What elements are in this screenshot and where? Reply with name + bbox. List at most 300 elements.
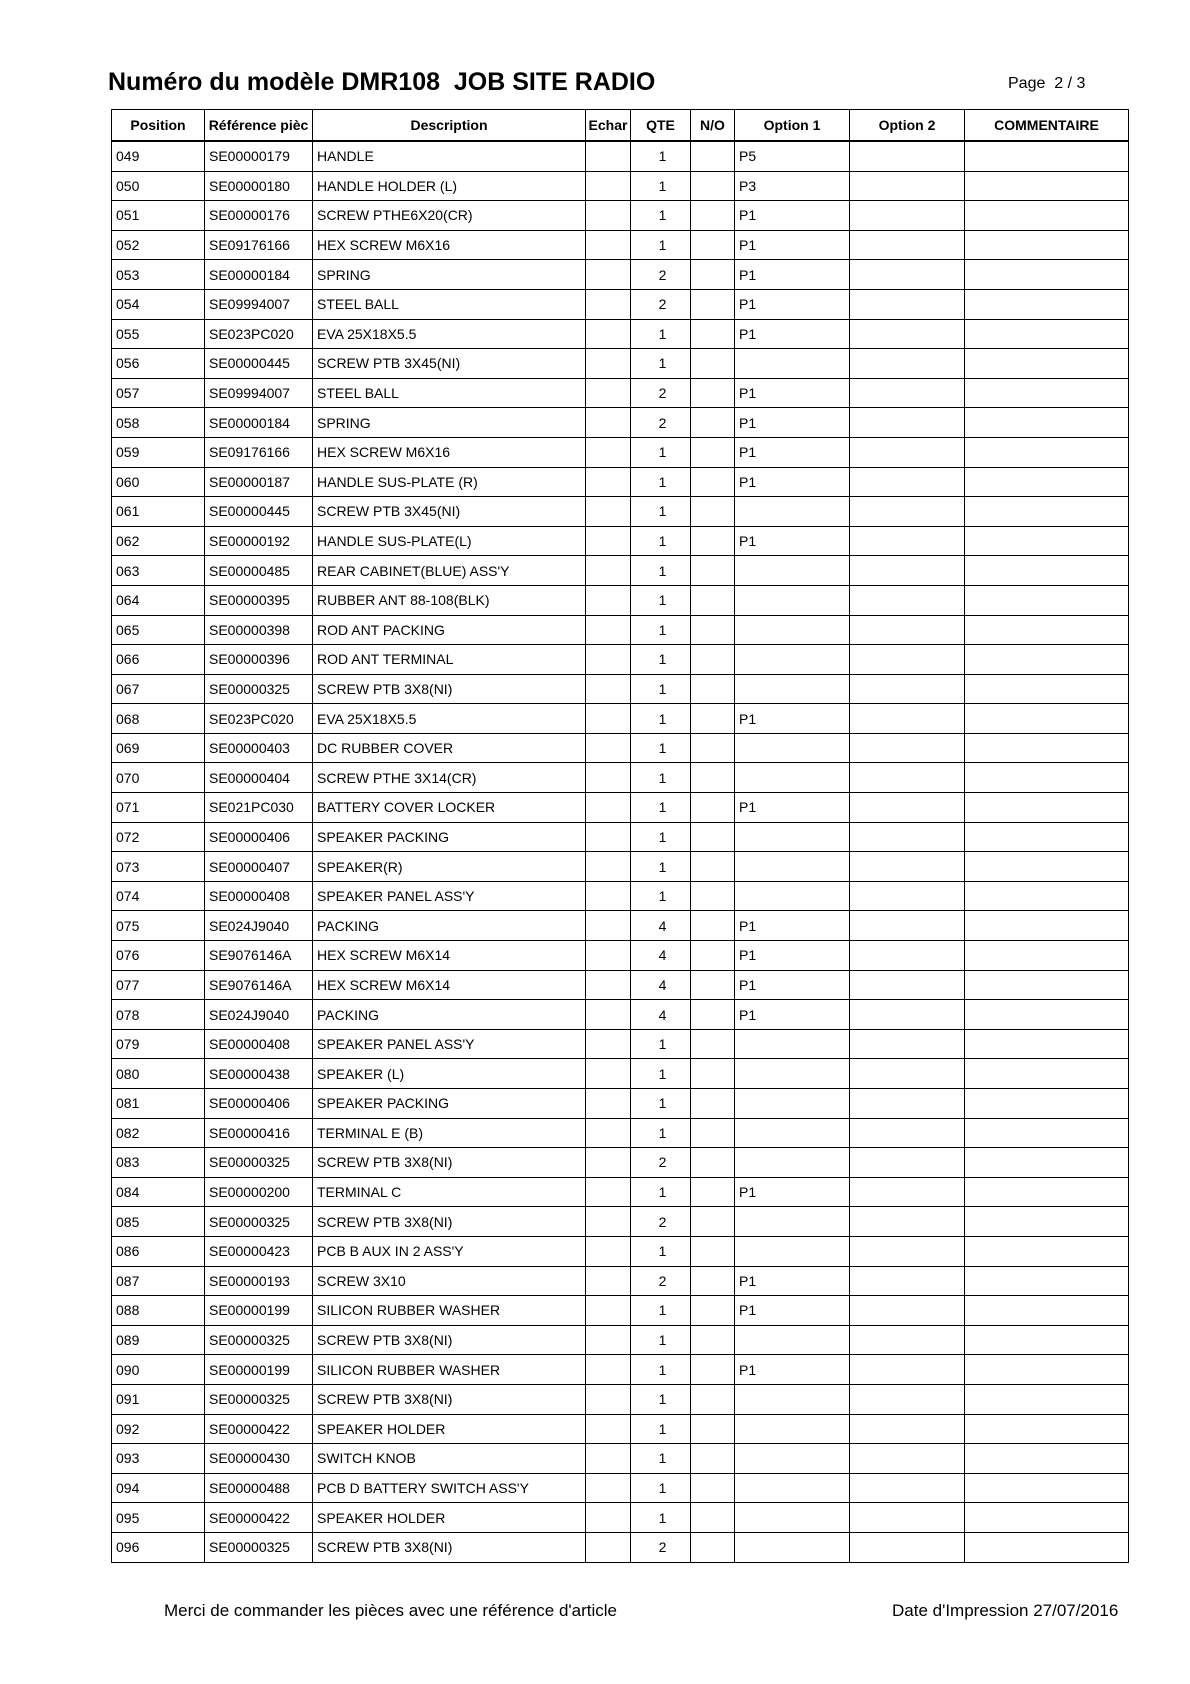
table-row: [112, 289, 1129, 319]
cell-option1: P1: [735, 1177, 850, 1207]
cell-echange: [586, 349, 631, 379]
cell-description: EVA 25X18X5.5: [313, 319, 586, 349]
cell-no: [691, 1532, 735, 1562]
cell-echange: [586, 1148, 631, 1178]
cell-commentaire: [965, 645, 1129, 675]
cell-no: [691, 556, 735, 586]
cell-reference: SE00000180: [205, 171, 313, 201]
cell-option1: [735, 1384, 850, 1414]
cell-qte: 1: [631, 1414, 691, 1444]
cell-commentaire: [965, 1207, 1129, 1237]
cell-echange: [586, 437, 631, 467]
cell-option2: [850, 1266, 965, 1296]
cell-no: [691, 911, 735, 941]
cell-description: SWITCH KNOB: [313, 1444, 586, 1474]
cell-description: PACKING: [313, 911, 586, 941]
cell-description: HANDLE SUS-PLATE (R): [313, 467, 586, 497]
cell-qte: 1: [631, 497, 691, 527]
cell-position: 079: [112, 1029, 205, 1059]
cell-commentaire: [965, 349, 1129, 379]
table-row: [112, 201, 1129, 231]
cell-echange: [586, 408, 631, 438]
cell-description: TERMINAL E (B): [313, 1118, 586, 1148]
cell-echange: [586, 556, 631, 586]
cell-option1: [735, 1029, 850, 1059]
cell-option1: P5: [735, 141, 850, 171]
cell-option1: [735, 1325, 850, 1355]
cell-no: [691, 1236, 735, 1266]
cell-position: 061: [112, 497, 205, 527]
table-row: [112, 1118, 1129, 1148]
table-row: [112, 1266, 1129, 1296]
cell-option1: [735, 1503, 850, 1533]
cell-reference: SE00000408: [205, 1029, 313, 1059]
parts-table-body: [112, 141, 1129, 1562]
table-row: [112, 674, 1129, 704]
cell-commentaire: [965, 1236, 1129, 1266]
cell-no: [691, 1444, 735, 1474]
table-row: [112, 467, 1129, 497]
cell-position: 059: [112, 437, 205, 467]
cell-description: SCREW PTB 3X8(NI): [313, 674, 586, 704]
cell-position: 096: [112, 1532, 205, 1562]
cell-commentaire: [965, 1118, 1129, 1148]
cell-commentaire: [965, 1355, 1129, 1385]
cell-option2: [850, 1059, 965, 1089]
cell-position: 065: [112, 615, 205, 645]
cell-description: SCREW PTB 3X8(NI): [313, 1148, 586, 1178]
cell-no: [691, 1355, 735, 1385]
cell-qte: 1: [631, 1059, 691, 1089]
cell-position: 051: [112, 201, 205, 231]
cell-commentaire: [965, 1266, 1129, 1296]
cell-description: HEX SCREW M6X16: [313, 230, 586, 260]
cell-description: HEX SCREW M6X14: [313, 970, 586, 1000]
cell-no: [691, 1177, 735, 1207]
cell-position: 057: [112, 378, 205, 408]
table-row: [112, 1296, 1129, 1326]
cell-option1: P1: [735, 911, 850, 941]
cell-description: HEX SCREW M6X16: [313, 437, 586, 467]
cell-commentaire: [965, 852, 1129, 882]
cell-no: [691, 1503, 735, 1533]
cell-position: 055: [112, 319, 205, 349]
col-header-option1: Option 1: [735, 110, 850, 142]
cell-reference: SE00000445: [205, 349, 313, 379]
parts-table: [111, 109, 1129, 1563]
cell-option1: [735, 585, 850, 615]
cell-position: 095: [112, 1503, 205, 1533]
cell-description: ROD ANT PACKING: [313, 615, 586, 645]
table-row: [112, 645, 1129, 675]
cell-option1: P1: [735, 408, 850, 438]
cell-commentaire: [965, 911, 1129, 941]
cell-reference: SE00000403: [205, 733, 313, 763]
cell-reference: SE00000404: [205, 763, 313, 793]
cell-option2: [850, 319, 965, 349]
table-row: [112, 378, 1129, 408]
cell-no: [691, 141, 735, 171]
cell-reference: SE00000184: [205, 260, 313, 290]
cell-option1: [735, 556, 850, 586]
cell-option2: [850, 1177, 965, 1207]
cell-description: SCREW PTB 3X45(NI): [313, 497, 586, 527]
cell-position: 091: [112, 1384, 205, 1414]
document-title: Numéro du modèle DMR108 JOB SITE RADIO: [108, 68, 656, 96]
table-row: [112, 556, 1129, 586]
cell-option2: [850, 437, 965, 467]
cell-reference: SE9076146A: [205, 970, 313, 1000]
col-header-qte: QTE: [631, 110, 691, 142]
cell-option2: [850, 1089, 965, 1119]
cell-description: SCREW PTB 3X45(NI): [313, 349, 586, 379]
cell-option2: [850, 674, 965, 704]
cell-qte: 1: [631, 1296, 691, 1326]
cell-qte: 1: [631, 1325, 691, 1355]
table-row: [112, 497, 1129, 527]
cell-echange: [586, 1000, 631, 1030]
cell-option1: [735, 763, 850, 793]
cell-commentaire: [965, 1089, 1129, 1119]
cell-commentaire: [965, 378, 1129, 408]
cell-description: SILICON RUBBER WASHER: [313, 1296, 586, 1326]
cell-description: DC RUBBER COVER: [313, 733, 586, 763]
table-row: [112, 1355, 1129, 1385]
cell-echange: [586, 941, 631, 971]
cell-option2: [850, 497, 965, 527]
col-header-no: N/O: [691, 110, 735, 142]
cell-description: SCREW PTB 3X8(NI): [313, 1207, 586, 1237]
table-row: [112, 526, 1129, 556]
cell-qte: 1: [631, 1089, 691, 1119]
cell-description: SPEAKER PANEL ASS'Y: [313, 1029, 586, 1059]
cell-commentaire: [965, 941, 1129, 971]
table-row: [112, 881, 1129, 911]
table-row: [112, 822, 1129, 852]
cell-no: [691, 1207, 735, 1237]
cell-reference: SE00000408: [205, 881, 313, 911]
col-header-commentaire: COMMENTAIRE: [965, 110, 1129, 142]
table-row: [112, 319, 1129, 349]
cell-option2: [850, 349, 965, 379]
table-row: [112, 1325, 1129, 1355]
table-row: [112, 1532, 1129, 1562]
cell-commentaire: [965, 319, 1129, 349]
cell-option1: P1: [735, 1000, 850, 1030]
cell-reference: SE00000395: [205, 585, 313, 615]
cell-no: [691, 645, 735, 675]
cell-qte: 1: [631, 1384, 691, 1414]
table-row: [112, 1089, 1129, 1119]
cell-option2: [850, 141, 965, 171]
cell-option1: P1: [735, 467, 850, 497]
cell-echange: [586, 289, 631, 319]
cell-echange: [586, 1266, 631, 1296]
cell-qte: 1: [631, 201, 691, 231]
cell-no: [691, 1266, 735, 1296]
cell-qte: 1: [631, 704, 691, 734]
cell-reference: SE00000422: [205, 1503, 313, 1533]
cell-option2: [850, 1296, 965, 1326]
cell-commentaire: [965, 1414, 1129, 1444]
cell-qte: 1: [631, 763, 691, 793]
cell-reference: SE00000199: [205, 1355, 313, 1385]
cell-reference: SE00000184: [205, 408, 313, 438]
cell-echange: [586, 704, 631, 734]
cell-position: 049: [112, 141, 205, 171]
cell-echange: [586, 260, 631, 290]
cell-description: SPEAKER PANEL ASS'Y: [313, 881, 586, 911]
table-row: [112, 230, 1129, 260]
cell-description: PCB D BATTERY SWITCH ASS'Y: [313, 1473, 586, 1503]
cell-reference: SE09994007: [205, 378, 313, 408]
cell-option1: [735, 1473, 850, 1503]
cell-commentaire: [965, 171, 1129, 201]
cell-no: [691, 1325, 735, 1355]
cell-qte: 2: [631, 408, 691, 438]
cell-qte: 1: [631, 556, 691, 586]
cell-option1: [735, 1118, 850, 1148]
cell-position: 074: [112, 881, 205, 911]
cell-reference: SE024J9040: [205, 911, 313, 941]
cell-position: 083: [112, 1148, 205, 1178]
cell-commentaire: [965, 733, 1129, 763]
cell-option2: [850, 467, 965, 497]
cell-position: 080: [112, 1059, 205, 1089]
cell-option2: [850, 881, 965, 911]
cell-description: PCB B AUX IN 2 ASS'Y: [313, 1236, 586, 1266]
cell-reference: SE00000176: [205, 201, 313, 231]
cell-option1: P1: [735, 230, 850, 260]
cell-position: 072: [112, 822, 205, 852]
cell-commentaire: [965, 1059, 1129, 1089]
cell-position: 094: [112, 1473, 205, 1503]
cell-no: [691, 1029, 735, 1059]
cell-qte: 2: [631, 1148, 691, 1178]
cell-option1: [735, 645, 850, 675]
cell-no: [691, 793, 735, 823]
table-row: [112, 1207, 1129, 1237]
cell-reference: SE00000192: [205, 526, 313, 556]
cell-echange: [586, 852, 631, 882]
cell-no: [691, 467, 735, 497]
cell-no: [691, 615, 735, 645]
cell-reference: SE024J9040: [205, 1000, 313, 1030]
cell-no: [691, 497, 735, 527]
cell-qte: 1: [631, 171, 691, 201]
cell-reference: SE00000485: [205, 556, 313, 586]
cell-reference: SE00000187: [205, 467, 313, 497]
cell-no: [691, 852, 735, 882]
cell-reference: SE00000193: [205, 1266, 313, 1296]
cell-option1: [735, 349, 850, 379]
cell-description: SPEAKER HOLDER: [313, 1503, 586, 1533]
cell-position: 088: [112, 1296, 205, 1326]
cell-option2: [850, 1503, 965, 1533]
cell-commentaire: [965, 201, 1129, 231]
cell-option2: [850, 1207, 965, 1237]
cell-no: [691, 1148, 735, 1178]
cell-description: REAR CABINET(BLUE) ASS'Y: [313, 556, 586, 586]
cell-qte: 2: [631, 289, 691, 319]
cell-reference: SE09994007: [205, 289, 313, 319]
cell-option2: [850, 1029, 965, 1059]
cell-position: 087: [112, 1266, 205, 1296]
cell-option1: P1: [735, 289, 850, 319]
cell-no: [691, 349, 735, 379]
cell-option1: P1: [735, 704, 850, 734]
cell-reference: SE00000398: [205, 615, 313, 645]
cell-echange: [586, 526, 631, 556]
table-row: [112, 1236, 1129, 1266]
cell-commentaire: [965, 467, 1129, 497]
cell-no: [691, 201, 735, 231]
cell-qte: 1: [631, 733, 691, 763]
table-row: [112, 852, 1129, 882]
cell-no: [691, 260, 735, 290]
cell-echange: [586, 1207, 631, 1237]
cell-option2: [850, 941, 965, 971]
cell-option1: [735, 1089, 850, 1119]
cell-echange: [586, 1296, 631, 1326]
cell-position: 062: [112, 526, 205, 556]
cell-position: 050: [112, 171, 205, 201]
cell-qte: 1: [631, 230, 691, 260]
cell-qte: 1: [631, 141, 691, 171]
table-row: [112, 793, 1129, 823]
cell-description: BATTERY COVER LOCKER: [313, 793, 586, 823]
table-row: [112, 1148, 1129, 1178]
cell-qte: 1: [631, 822, 691, 852]
table-row: [112, 941, 1129, 971]
table-row: [112, 171, 1129, 201]
cell-position: 082: [112, 1118, 205, 1148]
cell-reference: SE00000423: [205, 1236, 313, 1266]
cell-description: HANDLE: [313, 141, 586, 171]
cell-echange: [586, 615, 631, 645]
cell-position: 085: [112, 1207, 205, 1237]
cell-position: 067: [112, 674, 205, 704]
cell-option1: [735, 1148, 850, 1178]
cell-no: [691, 674, 735, 704]
cell-option2: [850, 822, 965, 852]
cell-no: [691, 1000, 735, 1030]
cell-commentaire: [965, 1177, 1129, 1207]
cell-position: 064: [112, 585, 205, 615]
cell-position: 093: [112, 1444, 205, 1474]
cell-commentaire: [965, 141, 1129, 171]
cell-no: [691, 526, 735, 556]
cell-qte: 2: [631, 1266, 691, 1296]
cell-commentaire: [965, 1473, 1129, 1503]
cell-commentaire: [965, 497, 1129, 527]
cell-reference: SE00000422: [205, 1414, 313, 1444]
cell-option1: P3: [735, 171, 850, 201]
cell-option2: [850, 1118, 965, 1148]
cell-description: EVA 25X18X5.5: [313, 704, 586, 734]
cell-option1: [735, 1532, 850, 1562]
cell-qte: 2: [631, 260, 691, 290]
table-row: [112, 1473, 1129, 1503]
cell-description: SILICON RUBBER WASHER: [313, 1355, 586, 1385]
cell-echange: [586, 201, 631, 231]
cell-position: 069: [112, 733, 205, 763]
cell-option2: [850, 585, 965, 615]
cell-no: [691, 763, 735, 793]
cell-option2: [850, 1236, 965, 1266]
cell-position: 078: [112, 1000, 205, 1030]
cell-position: 058: [112, 408, 205, 438]
cell-echange: [586, 822, 631, 852]
table-row: [112, 704, 1129, 734]
cell-option1: [735, 852, 850, 882]
cell-qte: 1: [631, 585, 691, 615]
cell-reference: SE00000325: [205, 1207, 313, 1237]
cell-echange: [586, 1414, 631, 1444]
cell-option2: [850, 970, 965, 1000]
cell-option2: [850, 852, 965, 882]
cell-option1: P1: [735, 437, 850, 467]
cell-position: 084: [112, 1177, 205, 1207]
cell-option2: [850, 378, 965, 408]
cell-qte: 1: [631, 615, 691, 645]
cell-option2: [850, 615, 965, 645]
cell-position: 063: [112, 556, 205, 586]
cell-option2: [850, 793, 965, 823]
cell-qte: 1: [631, 349, 691, 379]
cell-description: SCREW PTB 3X8(NI): [313, 1532, 586, 1562]
table-row: [112, 408, 1129, 438]
cell-commentaire: [965, 1444, 1129, 1474]
cell-commentaire: [965, 615, 1129, 645]
cell-commentaire: [965, 793, 1129, 823]
col-header-option2: Option 2: [850, 110, 965, 142]
table-row: [112, 1059, 1129, 1089]
cell-position: 092: [112, 1414, 205, 1444]
cell-option2: [850, 1444, 965, 1474]
cell-no: [691, 881, 735, 911]
cell-reference: SE00000488: [205, 1473, 313, 1503]
cell-qte: 4: [631, 1000, 691, 1030]
cell-echange: [586, 1236, 631, 1266]
cell-commentaire: [965, 970, 1129, 1000]
cell-reference: SE09176166: [205, 437, 313, 467]
cell-option2: [850, 911, 965, 941]
cell-qte: 1: [631, 437, 691, 467]
col-header-reference: Référence pièc: [205, 110, 313, 142]
cell-reference: SE00000406: [205, 1089, 313, 1119]
cell-description: SPRING: [313, 408, 586, 438]
cell-reference: SE00000325: [205, 1532, 313, 1562]
cell-position: 090: [112, 1355, 205, 1385]
table-row: [112, 437, 1129, 467]
cell-description: STEEL BALL: [313, 289, 586, 319]
cell-echange: [586, 1325, 631, 1355]
cell-reference: SE00000407: [205, 852, 313, 882]
cell-commentaire: [965, 674, 1129, 704]
table-row: [112, 1414, 1129, 1444]
cell-echange: [586, 881, 631, 911]
cell-option1: P1: [735, 970, 850, 1000]
cell-option1: P1: [735, 941, 850, 971]
cell-qte: 1: [631, 1444, 691, 1474]
cell-echange: [586, 467, 631, 497]
cell-reference: SE00000430: [205, 1444, 313, 1474]
cell-option2: [850, 1355, 965, 1385]
cell-commentaire: [965, 763, 1129, 793]
cell-echange: [586, 1177, 631, 1207]
cell-position: 081: [112, 1089, 205, 1119]
